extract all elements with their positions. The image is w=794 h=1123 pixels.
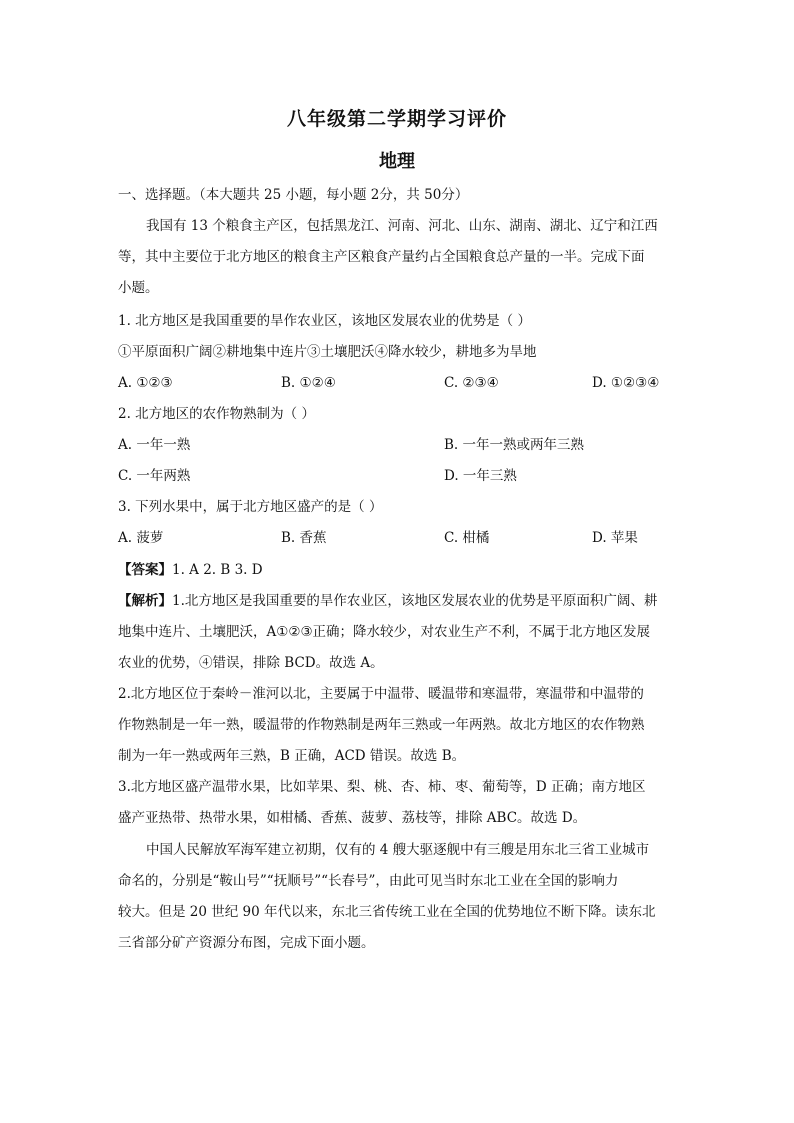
- analysis-line: 2.北方地区位于秦岭－淮河以北，主要属于中温带、暖温带和寒温带，寒温带和中温带的: [118, 686, 644, 702]
- question-1-options: [118, 373, 678, 393]
- passage2-line: 三省部分矿产资源分布图，完成下面小题。: [118, 935, 375, 951]
- page-subtitle: 地理: [379, 151, 415, 172]
- question-3-stem: 3. 下列水果中，属于北方地区盛产的是（ ）: [118, 499, 383, 515]
- answer-label: 【答案】: [118, 562, 172, 578]
- option-a: A. 一年一熟: [118, 437, 191, 453]
- option-d: D. 一年三熟: [444, 468, 517, 484]
- option-c: C. 柑橘: [444, 530, 490, 546]
- analysis-label: 【解析】: [118, 593, 172, 609]
- option-d: D. ①②③④: [592, 375, 660, 391]
- analysis-line: 地集中连片、土壤肥沃，A①②③正确；降水较少，对农业生产不利，不属于北方地区发展: [118, 624, 651, 640]
- question-2-options-row1: [118, 435, 678, 455]
- passage1-line: 小题。: [118, 280, 159, 296]
- passage2-line: 较大。但是 20 世纪 90 年代以来，东北三省传统工业在全国的优势地位不断下降。读东北: [118, 904, 656, 920]
- answer-line: [118, 560, 678, 580]
- passage1-line: 等，其中主要位于北方地区的粮食主产区粮食产量约占全国粮食总产量的一半。完成下面: [118, 249, 645, 265]
- option-d: D. 苹果: [592, 530, 638, 546]
- passage2-line: 命名的，分别是“鞍山号”“抚顺号”“长春号”，由此可见当时东北工业在全国的影响力: [118, 873, 619, 889]
- option-c: C. ②③④: [444, 375, 499, 391]
- option-b: B. ①②④: [281, 375, 336, 391]
- option-c: C. 一年两熟: [118, 468, 191, 484]
- option-b: B. 一年一熟或两年三熟: [444, 437, 585, 453]
- question-1-items: ①平原面积广阔②耕地集中连片③土壤肥沃④降水较少，耕地多为旱地: [118, 344, 537, 360]
- page-title: 八年级第二学期学习评价: [286, 108, 507, 130]
- analysis-line: 作物熟制是一年一熟，暖温带的作物熟制是两年三熟或一年两熟。故北方地区的农作物熟: [118, 717, 645, 733]
- question-3-options: [118, 528, 678, 548]
- analysis-text: 1.北方地区是我国重要的旱作农业区，该地区发展农业的优势是平原面积广阔、耕: [172, 593, 658, 609]
- analysis-line: [118, 591, 678, 611]
- question-2-options-row2: [118, 466, 678, 486]
- passage1-line: 我国有 13 个粮食主产区，包括黑龙江、河南、河北、山东、湖南、湖北、辽宁和江西: [146, 218, 658, 234]
- passage2-line: 中国人民解放军海军建立初期，仅有的 4 艘大驱逐舰中有三艘是用东北三省工业城市: [146, 842, 650, 858]
- analysis-line: 3.北方地区盛产温带水果，比如苹果、梨、桃、杏、柿、枣、葡萄等，D 正确；南方地区: [118, 779, 646, 795]
- section-heading: 一、选择题。（本大题共 25 小题，每小题 2分，共 50分）: [118, 187, 469, 203]
- option-b: B. 香蕉: [281, 530, 327, 546]
- option-a: A. ①②③: [118, 375, 173, 391]
- option-a: A. 菠萝: [118, 530, 164, 546]
- analysis-line: 盛产亚热带、热带水果，如柑橘、香蕉、菠萝、荔枝等，排除 ABC。故选 D。: [118, 810, 587, 826]
- analysis-line: 农业的优势，④错误，排除 BCD。故选 A。: [118, 655, 384, 671]
- analysis-line: 制为一年一熟或两年三熟，B 正确，ACD 错误。故选 B。: [118, 748, 466, 764]
- question-1-stem: 1. 北方地区是我国重要的旱作农业区，该地区发展农业的优势是（ ）: [118, 313, 531, 329]
- answer-text: 1. A 2. B 3. D: [172, 562, 263, 578]
- question-2-stem: 2. 北方地区的农作物熟制为（ ）: [118, 406, 315, 422]
